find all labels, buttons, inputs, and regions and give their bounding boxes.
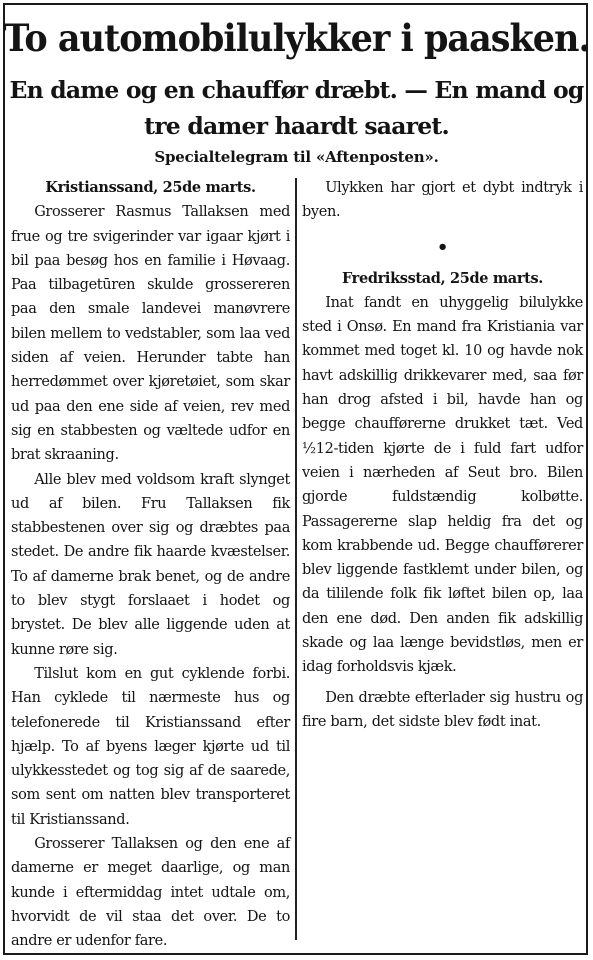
story1-paragraph-1: Grosserer Rasmus Tallaksen med frue og tre svigerinder var igaar kjørt i bil paa besøg hos en familie i Høvaag. Paa tilbagetūren skulde grossereren paa den smale landevei manøvrere bilen mellem to vedstabler, som laa ved siden af veien. Herunder tabte han herredømmet over kjøretøiet, som skar ud paa den ene side af veien, rev med sig en stabbesten og væltede udfor en brat skraaning.	[11, 204, 290, 464]
story1-paragraph-3: Tilslut kom en gut cyklende forbi. Han cyklede til nærmeste hus og telefonerede til Kristianssand efter hjælp. To af byens læger kjørte ud til ulykkesstedet og tog sig af de saarede, som sent om natten blev transporteret til Kristianssand.	[11, 665, 290, 828]
story1-paragraph-4: Grosserer Tallaksen og den ene af damerne er meget daarlige, og man kunde i eftermiddag intet udtale om, hvorvidt de vil staa det over. De to andre er udenfor fare.	[11, 836, 290, 950]
headline: To automobilulykker i paasken.	[3, 16, 590, 61]
column-right	[302, 176, 583, 734]
story1-paragraph-5: Ulykken har gjort et dybt indtryk i byen.	[302, 180, 583, 221]
dateline-fredriksstad: Fredriksstad, 25de marts.	[341, 269, 544, 287]
subheadline: En dame og en chauffør dræbt. — En mand og tre damer haardt saaret.	[9, 76, 584, 140]
section-separator: •	[436, 236, 449, 258]
column-rule	[295, 178, 297, 940]
byline: Specialtelegram til «Aftenposten».	[154, 148, 439, 166]
column-left	[11, 176, 290, 954]
story2-paragraph-2: Den dræbte efterlader sig hustru og fire barn, det sidste blev født inat.	[302, 689, 583, 730]
dateline-kristianssand: Kristianssand, 25de marts.	[45, 179, 256, 196]
story1-paragraph-2: Alle blev med voldsom kraft slynget ud af bilen. Fru Tallaksen fik stabbestenen over sig og dræbtes paa stedet. De andre fik haarde kvæstelser. To af damerne brak benet, og de andre to blev stygt forslaaet i hodet og brystet. De blev alle liggende uden at kunne røre sig.	[11, 471, 290, 658]
story2-paragraph-1: Inat fandt en uhyggelig bilulykke sted i Onsø. En mand fra Kristiania var kommet med toget kl. 10 og havde nok havt adskillig drikkevarer med, saa før han drog afsted i bil, havde han og begge chaufførerne drukket tæt. Ved ½12-tiden kjørte de i fuld fart udfor veien i nærheden af Seut bro. Bilen gjorde fuldstændig kolbøtte. Passagererne slap heldig fra det og kom krabbende ud. Begge chaufførerer blev liggende fastklemt under bilen, og da tililende folk fik løftet bilen op, laa den ene død. Den anden fik adskillig skade og laa længe bevidstløs, men er idag forholdsvis kjæk.	[302, 294, 583, 676]
